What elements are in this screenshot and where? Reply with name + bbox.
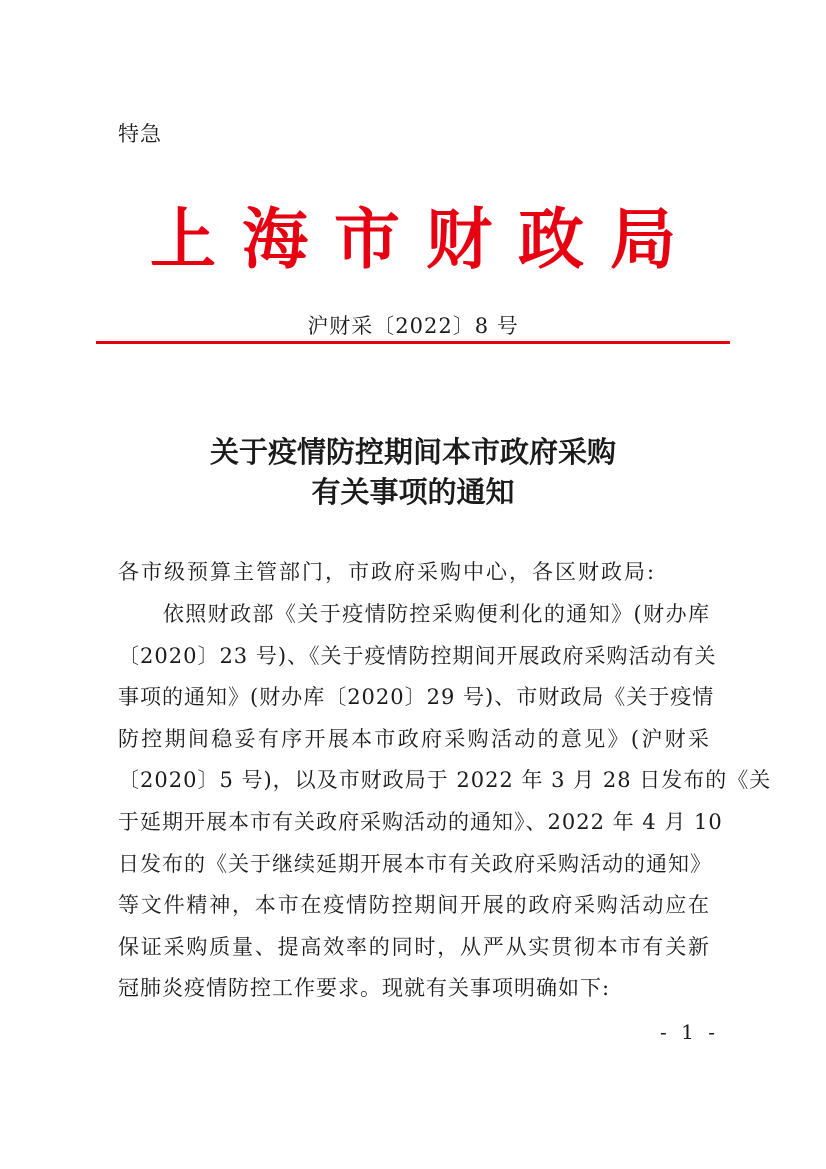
body-line: 防控期间稳妥有序开展本市政府采购活动的意见》(沪财采 [118,726,710,751]
page-number: - 1 - [660,1020,719,1044]
body-line: 等文件精神，本市在疫情防控期间开展的政府采购活动应在 [118,893,710,918]
body-line: 于延期开展本市有关政府采购活动的通知》、2022 年 4 月 10 [118,809,723,834]
body-line: 冠肺炎疫情防控工作要求。现就有关事项明确如下: [118,976,611,1001]
body-paragraph [118,594,772,1010]
document-number: 沪财采〔2022〕8 号 [307,314,519,338]
title-line-2: 有关事项的通知 [311,475,515,509]
urgency-label: 特急 [118,122,162,146]
body-line: 保证采购质量、提高效率的同时，从严从实贯彻本市有关新 [118,934,710,959]
body-line: 〔2020〕5 号)，以及市财政局于 2022 年 3 月 28 日发布的《关 [118,768,772,793]
document-title [0,432,826,512]
body-line: 〔2020〕23 号)、《关于疫情防控期间开展政府采购活动有关 [118,643,717,668]
body-line: 日发布的《关于继续延期开展本市有关政府采购活动的通知》 [118,851,712,876]
issuing-agency-title: 上海市财政局 [150,200,702,278]
title-line-1: 关于疫情防控期间本市政府采购 [209,435,616,469]
body-line: 依照财政部《关于疫情防控采购便利化的通知》(财办库 [118,602,710,626]
red-header-divider [96,341,730,344]
salutation: 各市级预算主管部门，市政府采购中心，各区财政局: [118,560,657,584]
body-line: 事项的通知》(财办库〔2020〕29 号)、市财政局《关于疫情 [118,685,715,710]
